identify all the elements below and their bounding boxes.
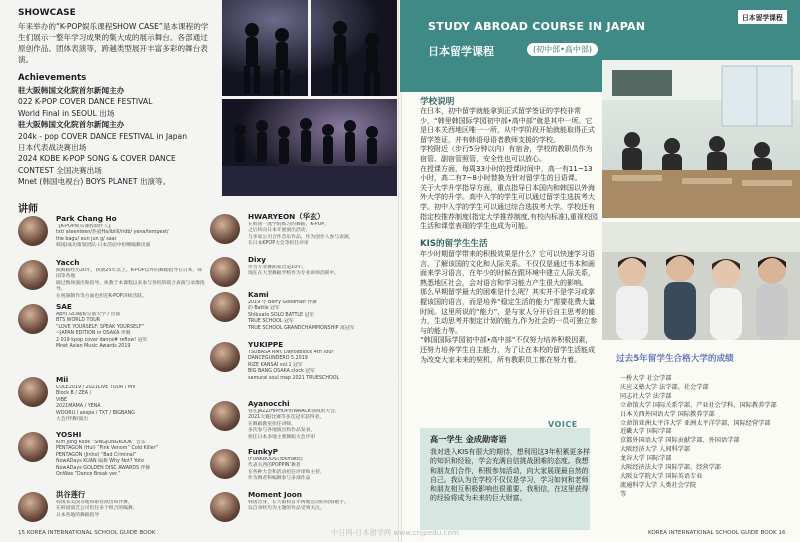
- lecturer-name: Yacch: [56, 258, 80, 267]
- lecturer-desc: 韩国来美国等地和职业演出和伴舞， 在韩国演艺公司担任多个组合的编舞、 日本各地的舞蹈指导: [56, 500, 138, 518]
- achievement-item: 204k - pop COVER DANCE FESTIVAL in Japan: [18, 131, 188, 141]
- performance-photo: [222, 0, 397, 196]
- achievement-item: 驻大阪韩国文化院首尔新闻主办: [18, 120, 125, 130]
- lecturer-desc: TSUBASA RMI: DanceBlock 4th Tour DANCEGUNDERO 5.2019 RIZE KANSAI vol.1 冠军 BIG BANG OSAKA clock 冠军 samurai soul map 2021 TRUESCHOOL: [248, 350, 340, 381]
- lecturer-desc: (FUNKBOOST/EKmatic) 代表关西的POPPIN’舞者 在各种大会和活动担任评审和主持， 作为舞者和编舞参与多部作品: [248, 457, 325, 482]
- kis-life-body: 年少时期留学带来的积极效果是什么？它可以快速学习语言，了解该国的文化和人际关系。不仅仅是通过书本和画面来学习语言，在年少的时候在跟环境中建立人际关系，熟悉地区社会，会对语言和学习能力产生很大的影响。 那么早期留学最大的困难是什么呢？其实并不是学习或掌握该国的语言，而是培养“稳定生活的能力”需要花费大量时间。这里所说的“能力”，是与家人分开后自主思考的能力，生动思考并制定计划的能力,作为社会的一员可独立参与的能力等。 “韩国国际学园初中部•高中部”不仅努力培养积极因素，还努力培养学生自主能力，为了让在本校的留学生活能成为改变大家未来的契机，所有教职员工都在努力着。: [420, 250, 598, 364]
- achievements-list: [18, 85, 218, 188]
- lecturer-avatar: [18, 260, 48, 290]
- lecturer-avatar: [18, 377, 48, 407]
- right-page-footer: KOREA INTERNATIONAL SCHOOL GUIDE BOOK 16: [648, 530, 786, 536]
- watermark-credit: 中日网-日本留学网 www.cnjpedu.com: [331, 528, 459, 537]
- lecturers-title: 讲师: [18, 204, 38, 215]
- achievement-item: 日本代表战决赛出场: [18, 143, 87, 153]
- lecturer-avatar: [210, 292, 240, 322]
- achievement-item: 022 K-POP COVER DANCE FESTIVAL: [18, 97, 153, 107]
- showcase-body: 年来举办的“K-POP娱乐课程SHOW CASE”是本课程的学生们展示一整年学习成果的集大成的展示舞台。各部通过原创作品、团体表演等，跨越类型展开丰富多彩的舞台表演。: [18, 22, 209, 64]
- lecturer-card: [18, 302, 208, 362]
- header-subtitle-badge: (初中部•高中部): [527, 43, 598, 56]
- lecturer-avatar: [18, 492, 48, 522]
- achievement-item: Mnet (韩国电视台) BOYS PLANET 出演等。: [18, 177, 171, 187]
- lecturer-name: Mii: [56, 375, 69, 384]
- lecturer-avatar: [210, 257, 240, 287]
- lecturer-card: [18, 490, 208, 528]
- lecturer-card: [18, 375, 208, 435]
- results-title: 过去5年留学生合格大学的成绩: [616, 354, 734, 364]
- lecturer-card: [18, 430, 208, 490]
- lecturer-name: Ayanocchi: [248, 399, 290, 408]
- lecturer-avatar: [210, 449, 240, 479]
- classroom-photo: [602, 60, 800, 218]
- lecturer-desc: COLE2019 / 2021LIVE TOUR / MV Block B / ZEA / VIBE 2021MAMA / YENA WOORU / aespa / TXT / BIGBANG 大会/伴舞/演出: [56, 385, 136, 423]
- header-title-en: STUDY ABROAD COURSE IN JAPAN: [428, 20, 646, 33]
- header-title-cn: 日本留学课程: [428, 45, 494, 58]
- lecturer-avatar: [210, 492, 240, 522]
- lecturer-desc: Kim Jong Kook “SINGJONGKOOK” 音乐 PENTAGON (Hui) “Pink Venom” Cold Killer” PENTAGON (Jinho) “Bad Criminal” NowADays KUAN 编舞 Why Not? Yoto NowADays GOLDEN DISC AWARDS 伴舞 OnWee “Dance Break ver.”: [56, 440, 159, 478]
- lecturer-name: Moment Joon: [248, 490, 302, 499]
- lecturer-name: 洪谷莲行: [56, 490, 86, 499]
- lecturer-name: FunkyP: [248, 447, 278, 456]
- left-page-footer: 15 KOREA INTERNATIONAL SCHOOL GUIDE BOOK: [18, 530, 156, 536]
- lecturer-desc: 在韩国一流学院练习的舞蹈，K-POP， 之后转向日本开展演出活动， 与多家公司合作音乐作品，作为创作人参与表演， 在日本KPOP大会等担任评审: [248, 222, 354, 247]
- lecturer-desc: 熊舞蹈经历20年，执教25年以上。K-POP以外的舞蹈指导在日本、韩国等各地 做过数场演出和指导。执教于本课程以来参与各校的联合表演与录像指导。 在视频制作等方面也担任K-POP讲师活跃。: [56, 268, 205, 299]
- students-group-image: [602, 222, 800, 340]
- students-group-photo: [602, 222, 800, 340]
- lecturer-name: HWARYEON（华玄）: [248, 212, 325, 221]
- lecturer-desc: 【K-POP娱乐课程制作人】 txt/ ateenteen/热爱Ha/ibilil/ridb/ yena/tempest/ the bagu/ eun jun g/ saai 韩国/成功策划团队·日本活动中担纲编舞出演: [56, 224, 169, 249]
- voice-label: VOICE: [548, 420, 578, 429]
- achievement-item: 2024 KOBE K-POP SONG & COVER DANCE: [18, 154, 176, 164]
- lecturer-avatar: [18, 216, 48, 246]
- lecturer-desc: 2019 年 Berry Goodman 伴舞 的 Battle 冠军 Shibuato SOLO BATTLE 冠军 TRUE SCHOOL 冠军 TRUE SCHOOL GRANDCHAMPIONSHIP 准冠军: [248, 300, 355, 331]
- voice-title: 高一学生 金成勋寄语: [430, 434, 507, 444]
- achievement-item: CONTEST 全国决赛出场: [18, 165, 102, 175]
- lecturer-name: Dixy: [248, 255, 267, 264]
- lecturer-avatar: [18, 432, 48, 462]
- achievement-item: World Final in SEOUL 出场: [18, 108, 115, 118]
- lecturer-name: YUKIPPE: [248, 340, 284, 349]
- university-list: 一桥大学 社会学部 庆应义塾大学 法学部、社会学部 同志社大学 法学部 立命馆大学 国际关系学部、产业社会学科、国际教养学部 日本关西外国语大学 国际教养学部 立命馆亚洲太平洋大学 亚洲太平洋学部、国际经营学部 近畿大学 国际学部 京都外国语大学 国际贡献学部、外国语学部 大阪经济大学 人间科学部 龙谷大学 国际学部 大阪经济法大学 国际学部、经营学部 大阪女学院大学 国际英语专业 流通科学大学 人类社会学院 等: [620, 375, 777, 498]
- lecturer-avatar: [18, 304, 48, 334]
- school-intro-title: 学校说明: [420, 97, 455, 107]
- section-tag: 日本留学课程: [738, 10, 787, 24]
- voice-body: 我对进入KIS有很大的期待，想利用这3年积累更多样的知识和经验，学会充满自信挑战困难的态度。我想和朋友们合作，积极参加活动，向大家展现最自然的自己。我认为在学校不仅仅是学习，学习如何和老师和朋友相互积极影响也很重要。我相信，在这里获得的经验将成为未来的巨大财富。: [430, 448, 591, 503]
- classroom-photo-image: [602, 60, 800, 218]
- lecturer-card: [210, 340, 400, 400]
- achievements-title: Achievements: [18, 73, 87, 83]
- school-intro-body: 在日本，初中留学就能拿到正式留学签证的学校非常少，“韩里韩国际学园初中部•高中部”就是其中一所。它是日本关西地区唯一一所，从中学阶段开始就能取得正式留学签证，并有韩语母语者教师支援的学校。 学校附近（步行5分钟以内）有宿舍，学校的教职员作为宿管、副宿管照管，安全性也可以放心。 在授课方面，每周33小时的授课时间中，高一有11~13小时，高二有7~8小时替换为针对留学生的日语课。 关于大学升学指导方面，重点指导日本国内和韩国以外海外大学的升学。高中入学的学生可以通过留学生选拔考大学。初中入学的学生可以通过综合选拔考大学。学校还有指定校推荐制度(指定大学推荐制度,有校内标准),重视校园生活和课堂表现的学生也成为可能。: [420, 107, 598, 231]
- achievement-item: 驻大阪韩国文化院首尔新闻主办: [18, 86, 125, 95]
- lecturer-desc: April /2Days/京都大学 / 出演 BTS WORLD TOUR “LOVE YOURSELF: SPEAK YOURSELF” ~JAPAN EDITION in OSAKA 伴舞 2 019 kpop cover dance# reflow! 冠军 Mnet Asian Music Awards 2019: [56, 312, 148, 350]
- lecturer-card: [210, 490, 400, 528]
- lecturer-name: YOSHI: [56, 430, 82, 439]
- lecturer-name: SAE: [56, 302, 72, 311]
- lecturer-desc: 作为专业舞蹈家出道10年， 现在在大型舞蹈学校作为专业讲师活跃中。: [248, 265, 340, 277]
- lecturer-avatar: [210, 214, 240, 244]
- performance-photo-collage: [222, 0, 397, 196]
- lecturer-avatar: [210, 401, 240, 431]
- lecturer-name: Park Chang Ho: [56, 214, 117, 223]
- lecturer-name: Kami: [248, 290, 269, 299]
- kis-life-title: KIS的留学生生活: [420, 239, 488, 249]
- lecturer-desc: 韩国出身，在大阪和首尔两地活动的说唱歌手。 以自身经历为主题的作品受到关注。: [248, 500, 349, 512]
- lecturer-desc: 曾在JAZZ/HIPHOP的WAACK领域的大会， 2021大赛/比赛等多次冠军获得者， 在舞蹈教室担任讲师， 多次参与各地演出和作品发表， 担任日本多地主要舞蹈大会评审: [248, 409, 340, 440]
- showcase-title: SHOWCASE: [18, 8, 76, 18]
- lecturer-avatar: [210, 342, 240, 372]
